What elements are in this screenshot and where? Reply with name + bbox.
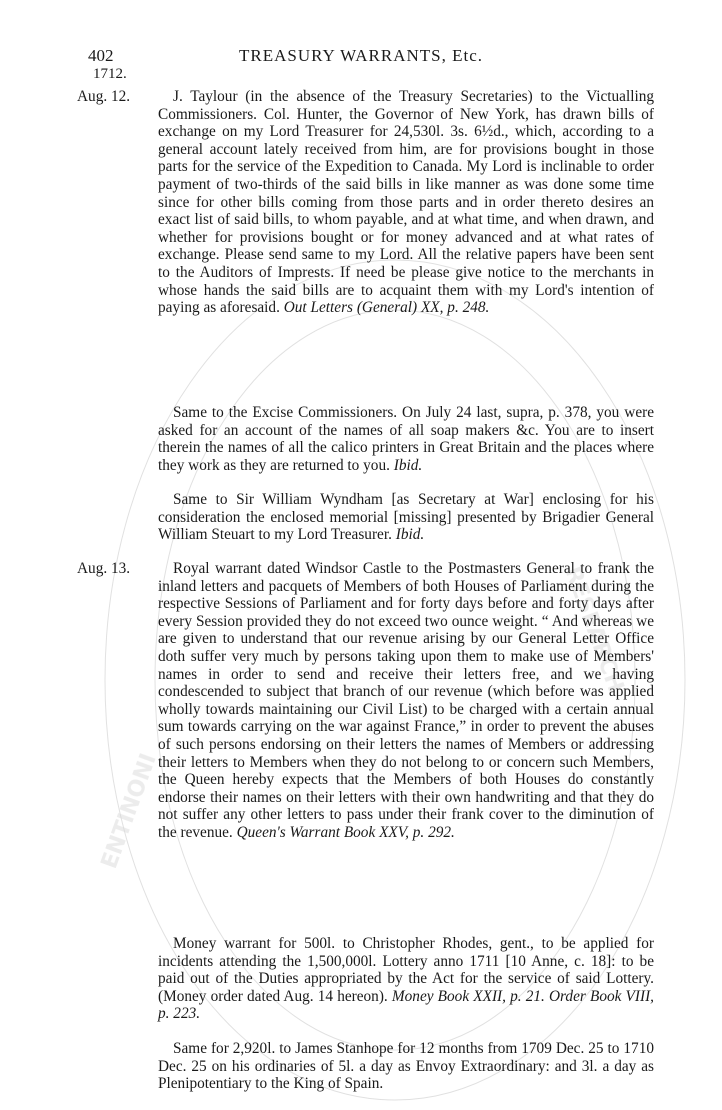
entry-text: J. Taylour (in the absence of the Treasury Secretaries) to the Victualling Commissioners. Col. Hunter, the Governor of New York, has drawn bills of exchange on my Lord Treasurer for 24,530l. 3s. 6½d., which, according to a general account lately received from him, are for provisions bought in those parts for the service of the Expedition to Canada. My Lord is inclinable to order payment of two-thirds of the said bills in like manner as was done some time since for other bills coming from those parts and in order thereto desires an exact list of said bills, to whom payable, and at what time, and when drawn, and whether for provisions bought or for money advanced and at what rates of exchange. Please send same to my Lord. All the relative papers have been sent to the Auditors of Imprests. If need be please give notice to the merchants in whose hands the said bills are to acquaint them with my Lord's intention of paying as aforesaid. — [158, 88, 654, 317]
entry-text: Money warrant for 500l. to Christopher Rhodes, gent., to be applied for incidents attending the 1,500,000l. Lottery anno 1711 [10 Anne, c. 18]: to be paid out of the Duties appropriated by the Act for the service of said Lottery. (Money order dated Aug. 14 hereon). — [158, 935, 654, 1005]
entry-reference: Out Letters (General) XX, p. 248. — [283, 299, 490, 317]
entry-paragraph — [158, 404, 654, 474]
entry-paragraph — [158, 1040, 654, 1093]
entry-date: Aug. 12. — [77, 88, 131, 105]
page-number: 402 — [88, 46, 114, 65]
entry-text: Same to the Excise Commissioners. On July 24 last, supra, p. 378, you were asked for an account of the names of all soap makers &c. You are to insert therein the names of all the calico printers in Great Britain and the places where they work as they are returned to you. — [158, 404, 654, 474]
entry-paragraph — [158, 560, 654, 842]
entry-text: Same for 2,920l. to James Stanhope for 12 months from 1709 Dec. 25 to 1710 Dec. 25 on his ordinaries of 5l. a day as Envoy Extraordinary: and 3l. a day as Plenipotentiary to the King of Spain. — [158, 1040, 654, 1093]
entry-paragraph — [158, 88, 654, 317]
entry-paragraph — [158, 935, 654, 1023]
svg-text:ENTINONI: ENTINONI — [97, 750, 162, 873]
svg-text:RESEARCH: RESEARCH — [559, 563, 628, 696]
year-label: 1712. — [93, 66, 127, 82]
entry-text: Same to Sir William Wyndham [as Secretary at War] enclosing for his consideration the enclosed memorial [missing] presented by Brigadier General William Steuart to my Lord Treasurer. — [158, 491, 654, 544]
entry-reference: Queen's Warrant Book XXV, p. 292. — [236, 823, 455, 841]
entry-reference: Ibid. — [395, 526, 425, 544]
entry-paragraph — [158, 491, 654, 544]
entry-date: Aug. 13. — [77, 560, 131, 577]
running-head: TREASURY WARRANTS, Etc. — [238, 46, 484, 65]
entry-reference: Money Book XXII, p. 21. Order Book VIII, p. 223. — [158, 987, 655, 1023]
entry-text: Royal warrant dated Windsor Castle to the Postmasters General to frank the inland letters and pacquets of Members of both Houses of Parliament during the respective Sessions of Parliament and for forty days before and forty days after every Session provided they do not exceed two ounce weight. “ And whereas we are given to understand that our revenue arising by our General Letter Office doth suffer very much by persons taking upon them to make use of Members' names in order to send and receive their letters free, and we having condescended to subject that branch of our revenue (which before was applied wholly towards maintaining our Civil List) to be charged with a certain annual sum towards carrying on the war against France,” in order to prevent the abuses of such persons endorsing on their letters the names of Members or addressing their letters to Members when they do not belong to or concern such Members, the Queen hereby expects that the Members of both Houses do constantly endorse their names on their letters with their own handwriting and that they do not suffer any other letters to pass under their frank cover to the diminution of the revenue. — [158, 560, 654, 841]
entry-reference: Ibid. — [393, 456, 423, 474]
